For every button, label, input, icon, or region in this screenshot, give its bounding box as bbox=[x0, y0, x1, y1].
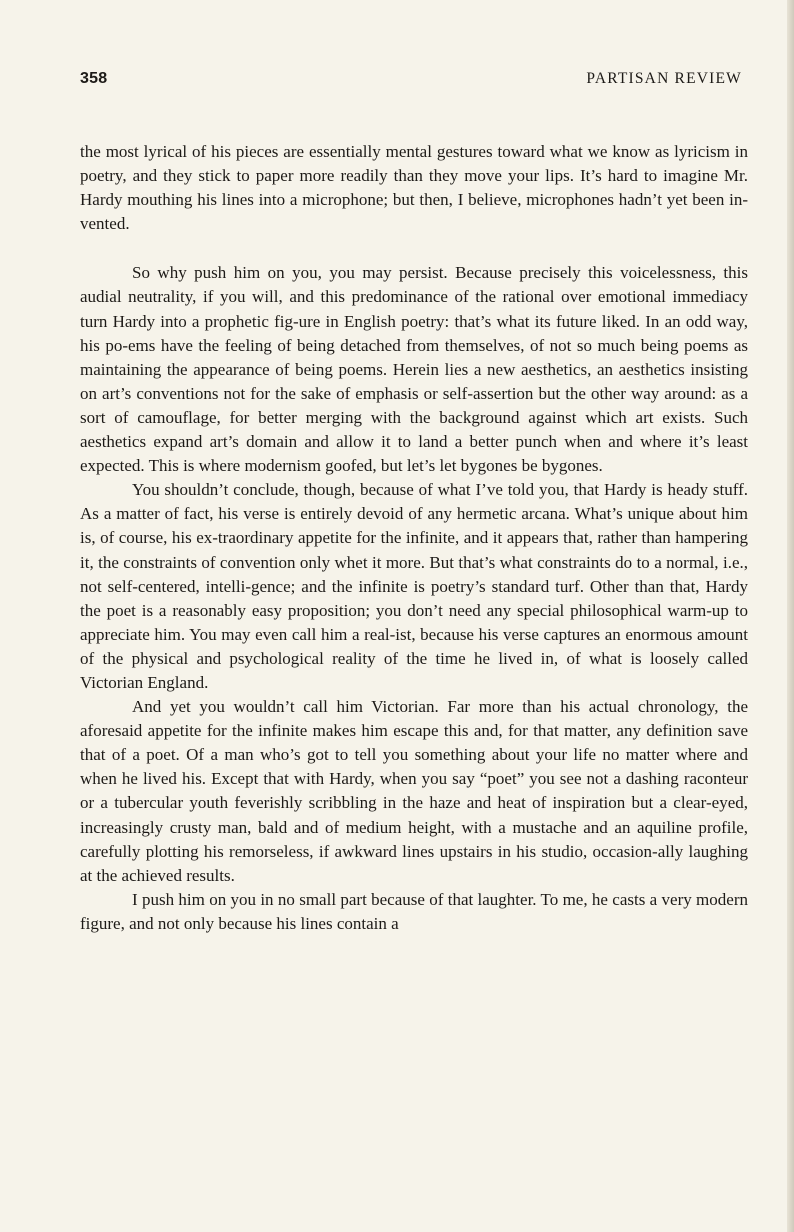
running-head bbox=[80, 70, 742, 94]
body-text bbox=[80, 140, 748, 936]
paragraph: I push him on you in no small part because of that laughter. To me, he casts a very modern figure, and not only because his lines contain a bbox=[80, 889, 748, 933]
page-number: 358 bbox=[80, 70, 108, 87]
journal-title: PARTISAN REVIEW bbox=[586, 70, 742, 87]
paragraph-continued: the most lyrical of his pieces are essentially mental gestures toward what we know as lyricism in poetry, and they stick to paper more readily than they move your lips. It’s hard to imagine Mr. Hardy mouthing his lines into a microphone; but then, I believe, microphones hadn’t yet been in-vented. bbox=[80, 142, 748, 234]
paragraph: And yet you wouldn’t call him Victorian. Far more than his actual chronology, the aforesaid appetite for the infinite makes him escape this and, for that matter, any definition save that of a poet. Of a man who’s got to tell you something about your life no matter where and when he lived his. Except that with Hardy, when you say “poet” you see not a dashing raconteur or a tubercular youth feverishly scribbling in the haze and heat of inspiration but a clear-eyed, increasingly crusty man, bald and of medium height, with a mustache and an aquiline profile, carefully plotting his remorseless, if awkward lines upstairs in his studio, occasion-ally laughing at the achieved results. bbox=[80, 697, 748, 885]
paragraph: You shouldn’t conclude, though, because of what I’ve told you, that Hardy is heady stuff. As a matter of fact, his verse is entirely devoid of any hermetic arcana. What’s unique about him is, of course, his ex-traordinary appetite for the infinite, and it appears that, rather than hampering it, the constraints of convention only whet it more. But that’s what constraints do to a normal, i.e., not self-centered, intelli-gence; and the infinite is poetry’s standard turf. Other than that, Hardy the poet is a reasonably easy proposition; you don’t need any special philosophical warm-up to appreciate him. You may even call him a real-ist, because his verse captures an enormous amount of the physical and psychological reality of the time he lived in, of what is loosely called Victorian England. bbox=[80, 480, 748, 692]
page-edge bbox=[787, 0, 794, 1232]
paragraph: So why push him on you, you may persist. Because precisely this voicelessness, this audial neutrality, if you will, and this predominance of the rational over emotional immediacy turn Hardy into a prophetic fig-ure in English poetry: that’s what its future liked. In an odd way, his po-ems have the feeling of being detached from themselves, of not so much being poems as maintaining the appearance of being poems. Herein lies a new aesthetics, an aesthetics insisting on art’s conventions not for the sake of emphasis or self-assertion but the other way around: as a sort of camouflage, for better merging with the background against which art exists. Such aesthetics expand art’s domain and allow it to land a better punch when and where it’s least expected. This is where modernism goofed, but let’s let bygones be bygones. bbox=[80, 263, 748, 476]
